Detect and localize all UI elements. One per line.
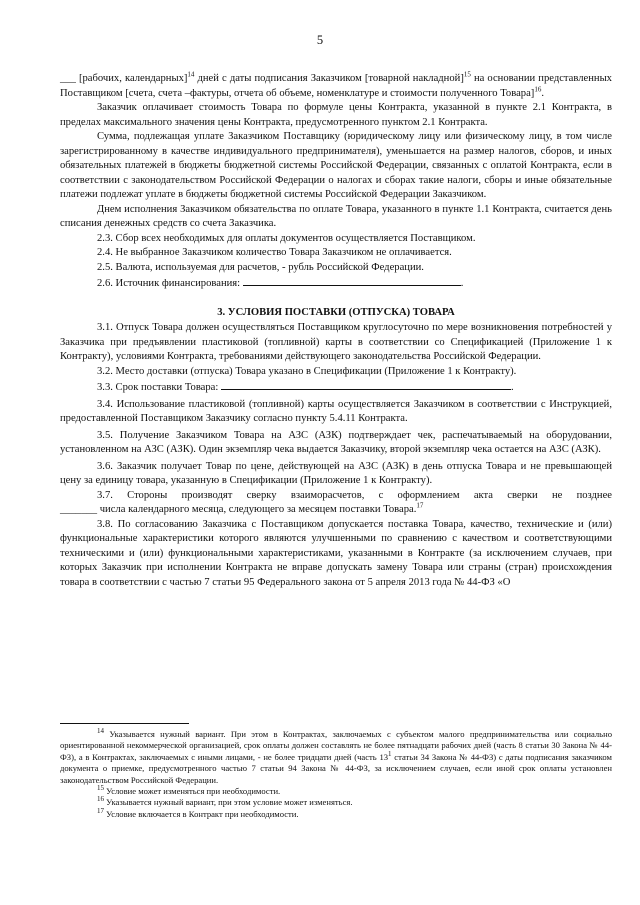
payment-term-text-1: [рабочих, календарных]: [75, 73, 188, 84]
payment-term-text-2: дней с даты подписания Заказчиком [товарной накладной]: [194, 73, 464, 84]
payment-term-end: .: [541, 87, 544, 99]
footnote-ref-15: 15: [463, 70, 471, 79]
page-number: 5: [316, 33, 324, 47]
clause-3-6: 3.6. Заказчик получает Товар по цене, действующей на АЗС (АЗК) в день отпуска Товара и не превышающей цену за единицу товара, указанную в Спецификации (Приложение 1 к Контракту).: [60, 460, 612, 486]
footnote-17: [60, 806, 612, 820]
footnote-separator: [60, 723, 189, 724]
clause-3-1: 3.1. Отпуск Товара должен осуществляться Поставщиком круглосуточно по мере возникновения потребностей у Заказчика при предъявлении пластиковой (топливной) карты в соответствии со Спецификацией (Приложение 1 к Контракту), условиями Контракта, требованиями действующего законодательства Российской Федерации.: [60, 322, 612, 362]
footnote-16-number: 16: [97, 795, 104, 804]
footnote-14-number: 14: [97, 727, 104, 736]
footnote-14-text-2: статьи 34 Закона № 44-ФЗ) с даты подписания заказчиком документа о приемке, предусмотренного частью 7 статьи 94 Закона № 44-ФЗ, за исключением случаев, если иной срок оплаты установлен законодательством Российской Федерации.: [60, 751, 612, 785]
blank-days: ___: [60, 73, 76, 84]
clause-2-6-text: 2.6. Источник финансирования:: [97, 278, 241, 289]
clause-2-4: 2.4. Не выбранное Заказчиком количество Товара Заказчиком не оплачивается.: [97, 247, 452, 258]
clause-2-6: [60, 275, 612, 292]
footnote-15-text: Условие может изменяться при необходимости.: [104, 786, 281, 797]
footnote-17-text: Условие включается в Контракт при необходимости.: [104, 808, 299, 819]
clause-3-7-line2: [60, 503, 612, 518]
footnote-14-text-1: Указывается нужный вариант. При этом в Контрактах, заключаемых с субъектом малого предпринимательства или социально ориентированной некоммерческой организацией, срок оплаты должен составлять не более пятнадцати рабочих дней (часть 8 статьи 30 Закона № 44-ФЗ), а в Контрактах, заключаемых с иными лицами, - не более тридцати дней (часть 13: [60, 729, 612, 762]
clause-3-8: 3.8. По согласованию Заказчика с Поставщиком допускается поставка Товара, качество, технические и (или) функциональные характеристики которого являются улучшенными по сравнению с качеством и соответствующими техническими и (или) функциональными характеристиками, указанными в Контракте (за исключением случаев, при которых Заказчик при исполнении Контракта не вправе допускать замену Товара или страны (стран) происхождения товара в соответствии с частью 7 статьи 95 Федерального закона от 5 апреля 2013 года № 44-ФЗ «О: [60, 518, 612, 588]
footnote-15: [60, 786, 612, 797]
footnote-14-superscript: 1: [388, 749, 392, 758]
paragraph-payment-date: Днем исполнения Заказчиком обязательства по оплате Товара, указанного в пункте 1.1 Контракта, считается день списания денежных средств со счета Заказчика.: [60, 203, 612, 229]
clause-3-7-text: числа календарного месяца, следующего за месяцем поставки Товара.: [97, 504, 417, 515]
clause-3-3-end: .: [511, 382, 514, 393]
clause-3-5: 3.5. Получение Заказчиком Товара на АЗС (АЗК) подтверждает чек, распечатываемый на оборудовании, установленном на АЗС (АЗК). Один экземпляр чека выдается Заказчику, второй экземпляр чека остается на АЗС (АЗК).: [60, 429, 612, 455]
clause-3-3-text: 3.3. Срок поставки Товара:: [97, 382, 219, 393]
footnote-17-number: 17: [97, 806, 104, 815]
clause-2-5: 2.5. Валюта, используемая для расчетов, - рубль Российской Федерации.: [97, 261, 424, 273]
section-3-heading: 3. УСЛОВИЯ ПОСТАВКИ (ОТПУСКА) ТОВАРА: [217, 306, 455, 318]
paragraph-price-formula: Заказчик оплачивает стоимость Товара по формуле цены Контракта, указанной в пункте 2.1 Контракта, в пределах максимального значения цены Контракта, предусмотренного пунктом 2.1 Контракта.: [60, 102, 612, 128]
footnote-ref-14: 14: [187, 70, 195, 79]
paragraph-tax-reduction: Сумма, подлежащая уплате Заказчиком Поставщику (юридическому лицу или физическому лицу, в том числе зарегистрированному в качестве индивидуального предпринимателя), уменьшается на размер налогов, сборов, и иных обязательных платежей в бюджеты бюджетной системы Российской Федерации, связанных с оплатой Контракта, если в соответствии с законодательством Российской Федерации о налогах и сборах такие налоги, сборы и иные обязательные платежи подлежат уплате в бюджеты бюджетной системы Российской Федерации Заказчиком.: [60, 131, 612, 200]
financing-source-field[interactable]: [243, 275, 461, 286]
clause-3-3: [60, 379, 612, 396]
clause-3-4: 3.4. Использование пластиковой (топливной) карты осуществляется Заказчиком в соответствии с Инструкцией, предоставленной Поставщиком Заказчику согласно пункту 5.4.11 Контракта.: [60, 398, 612, 424]
footnote-16: [60, 797, 612, 808]
footnote-16-text: Указывается нужный вариант, при этом условие может изменяться.: [104, 797, 353, 808]
reconciliation-day-blank[interactable]: _______: [60, 504, 98, 515]
clause-3-2: 3.2. Место доставки (отпуска) Товара указано в Спецификации (Приложение 1 к Контракту).: [97, 365, 517, 377]
main-text: [60, 72, 612, 590]
clause-2-6-end: .: [460, 278, 464, 289]
clause-3-7-line1: 3.7. Стороны производят сверку взаиморасчетов, с оформлением акта сверки не позднее: [97, 489, 612, 501]
footnote-ref-17: 17: [416, 501, 424, 510]
footnotes: [60, 729, 612, 820]
payment-term-text-3: на основании представленных Поставщиком [счета, счета –фактуры, отчета об объеме, номенклатуре и стоимости полученного Товара]: [60, 73, 612, 99]
footnote-15-number: 15: [97, 784, 104, 793]
footnote-14: [60, 729, 612, 786]
delivery-term-field[interactable]: [221, 379, 511, 390]
clause-2-3: 2.3. Сбор всех необходимых для оплаты документов осуществляется Поставщиком.: [97, 232, 476, 244]
paragraph-payment-term: [60, 72, 612, 101]
footnote-ref-16: 16: [534, 84, 542, 93]
